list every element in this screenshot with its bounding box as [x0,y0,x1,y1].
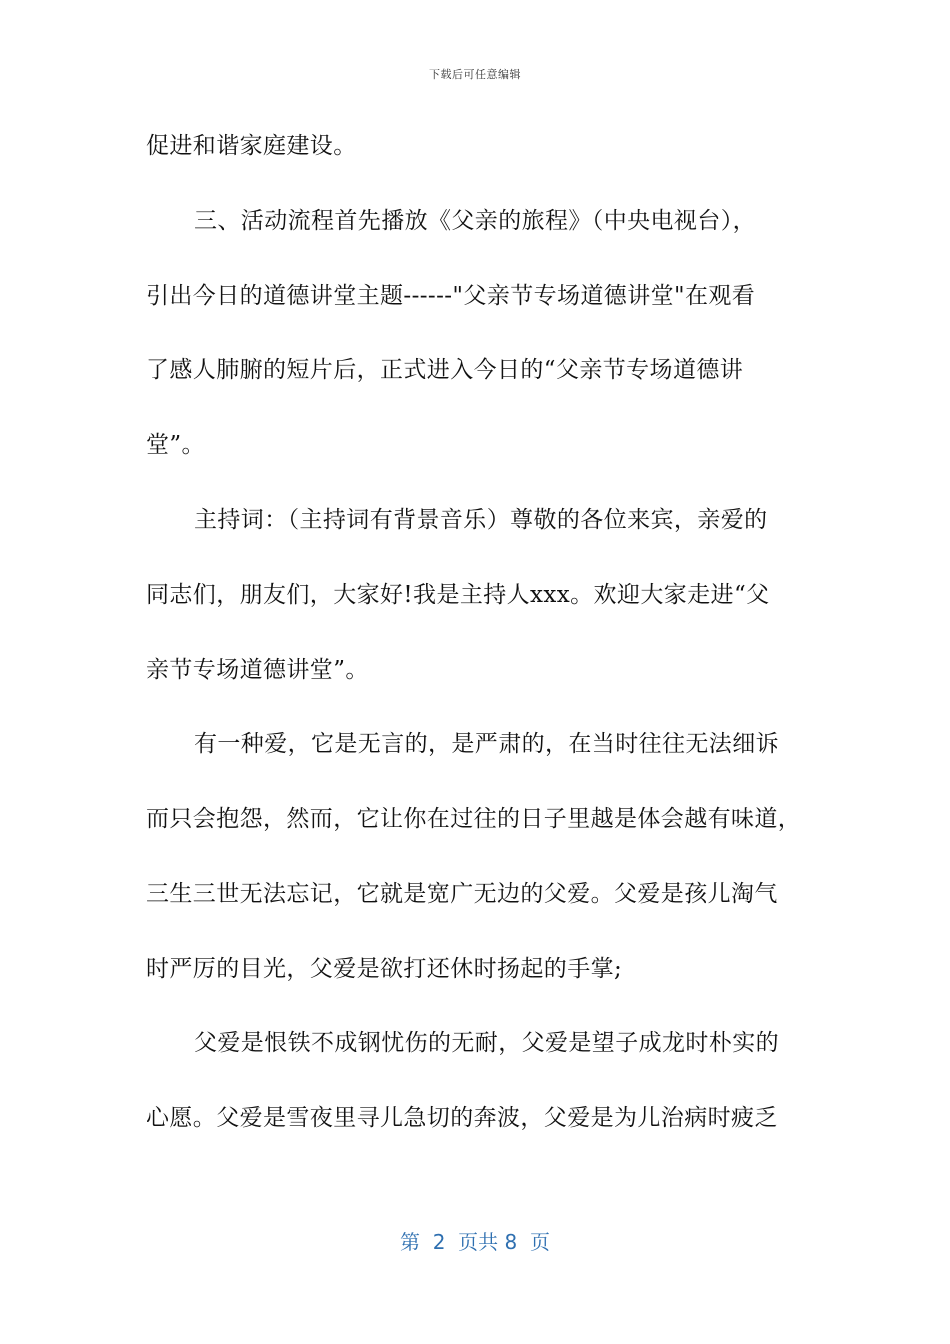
body-line: 引出今日的道德讲堂主题------"父亲节专场道德讲堂"在观看 [146,283,756,309]
body-line: 三、活动流程首先播放《父亲的旅程》（中央电视台）， [194,208,756,234]
body-line: 时严厉的目光，父爱是欲打还休时扬起的手掌; [146,956,623,982]
body-line: 三生三世无法忘记，它就是宽广无边的父爱。父爱是孩儿淘气 [146,881,778,907]
body-line: 促进和谐家庭建设。 [146,133,357,159]
body-line: 亲节专场道德讲堂”。 [146,657,369,683]
page-number-footer: 第 2 页共 8 页 [400,1230,550,1254]
body-line: 了感人肺腑的短片后，正式进入今日的“父亲节专场道德讲 [146,357,744,383]
body-line: 心愿。父爱是雪夜里寻儿急切的奔波，父爱是为儿治病时疲乏 [146,1105,778,1131]
body-line: 父爱是恨铁不成钢忧伤的无耐，父爱是望子成龙时朴实的 [194,1030,779,1056]
body-line: 主持词：（主持词有背景音乐）尊敬的各位来宾，亲爱的 [194,507,768,533]
body-line: 同志们，朋友们，大家好!我是主持人xxx。欢迎大家走进“父 [146,582,770,608]
body-line: 堂”。 [146,432,205,458]
body-line: 而只会抱怨，然而，它让你在过往的日子里越是体会越有味道， [146,806,802,832]
body-line: 有一种爱，它是无言的，是严肃的，在当时往往无法细诉 [194,731,779,757]
page-header: 下载后可任意编辑 [429,68,521,81]
